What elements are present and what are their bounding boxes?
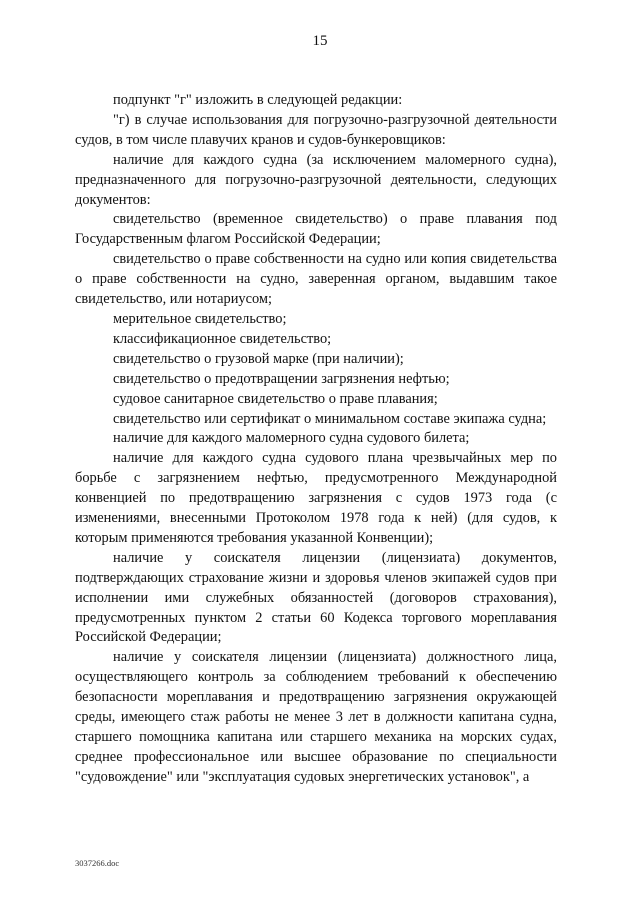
paragraph: свидетельство о предотвращении загрязнения нефтью; xyxy=(113,370,450,387)
paragraph: наличие для каждого маломерного судна судового билета; xyxy=(113,430,470,447)
paragraph: подпункт "г" изложить в следующей редакции: xyxy=(113,92,403,108)
paragraph: свидетельство (временное свидетельство) о праве плавания под Государственным флагом Российской Федерации; xyxy=(75,211,557,248)
document-body xyxy=(75,91,557,788)
paragraph: наличие у соискателя лицензии (лицензиата) документов, подтверждающих страхование жизни и здоровья членов экипажей судов при исполнении ими служебных обязанностей (договоров страхования), предусмотренных пунктом 2 статьи 60 Кодекса торгового мореплавания Российской Федерации; xyxy=(75,549,557,646)
paragraph: свидетельство о праве собственности на судно или копия свидетельства о праве собственности на судно, заверенная органом, выдавшим такое свидетельство, или нотариусом; xyxy=(75,251,557,308)
paragraph: наличие для каждого судна (за исключением маломерного судна), предназначенного для погрузочно-разгрузочной деятельности, следующих документов: xyxy=(75,151,557,208)
paragraph: наличие для каждого судна судового плана чрезвычайных мер по борьбе с загрязнением нефтью, предусмотренного Международной конвенцией по предотвращению загрязнения с судов 1973 года (с изменениями, внесенными Протоколом 1978 года к ней) (для судов, к которым применяются требования указанной Конвенции); xyxy=(75,450,557,546)
paragraph: свидетельство или сертификат о минимальном составе экипажа судна; xyxy=(113,410,547,427)
paragraph: судовое санитарное свидетельство о праве плавания; xyxy=(113,390,438,407)
page-number: 15 xyxy=(312,33,328,49)
paragraph: "г) в случае использования для погрузочно-разгрузочной деятельности судов, в том числе плавучих кранов и судов-бункеровщиков: xyxy=(75,111,557,148)
document-file-id: 3037266.doc xyxy=(75,858,120,868)
paragraph: классификационное свидетельство; xyxy=(113,330,332,347)
paragraph: свидетельство о грузовой марке (при наличии); xyxy=(113,350,404,367)
paragraph: наличие у соискателя лицензии (лицензиата) должностного лица, осуществляющего контроль за соблюдением требований к обеспечению безопасности мореплавания и предотвращению загрязнения окружающей среды, имеющего стаж работы не менее 3 лет в должности капитана судна, старшего помощника капитана или старшего механика на морских судах, среднее профессиональное или высшее образование по специальности "судовождение" или "эксплуатация судовых энергетических установок", а xyxy=(75,649,557,785)
paragraph: мерительное свидетельство; xyxy=(113,310,287,327)
